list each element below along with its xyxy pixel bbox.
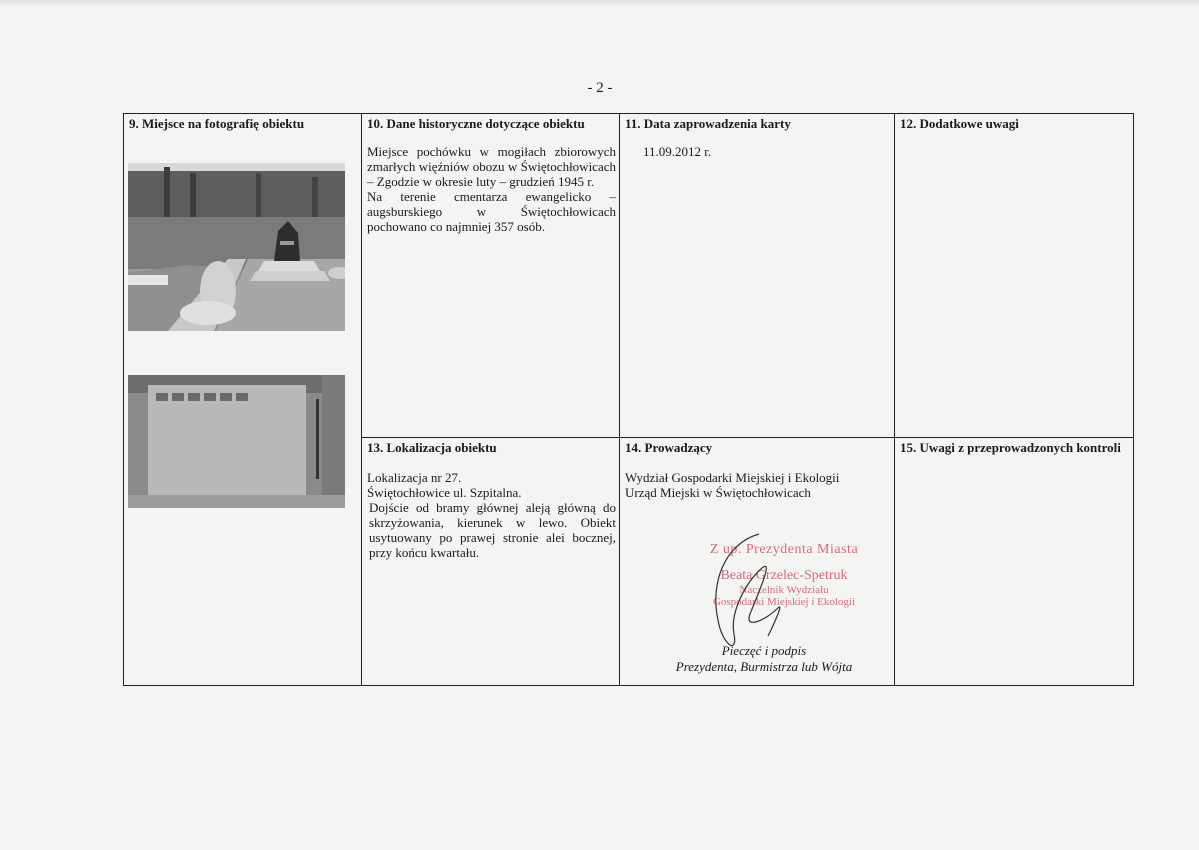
stamp-line-1: Z up. Prezydenta Miasta — [709, 542, 859, 557]
location-line-1: Lokalizacja nr 27. — [367, 470, 462, 485]
historical-text — [367, 144, 616, 234]
column-divider — [361, 114, 362, 685]
date-section — [625, 116, 890, 132]
column-divider — [619, 114, 620, 685]
signature-caption-line-2: Prezydenta, Burmistrza lub Wójta — [675, 659, 853, 674]
stamp-line-2: Beata Grzelec-Spetruk — [720, 568, 848, 583]
location-section — [367, 440, 615, 456]
location-description: Dojście od bramy głównej aleją główną do skrzyżowania, kierunek w lewo. Obiekt usytuowany po prawej stronie alei bocznej, przy końcu kwartału. — [369, 500, 616, 560]
location-line-2: Świętochłowice ul. Szpitalna. — [367, 485, 522, 500]
scan-edge — [0, 0, 1199, 6]
inspections-section — [900, 440, 1134, 456]
operator-section — [625, 440, 890, 456]
signature-caption — [654, 643, 874, 675]
operator-section-title: 14. Prowadzący — [625, 440, 713, 455]
date-value: 11.09.2012 r. — [643, 144, 712, 159]
historical-section-title: 10. Dane historyczne dotyczące obiektu — [367, 116, 585, 131]
photo-section-title: 9. Miejsce na fotografię obiektu — [129, 116, 305, 131]
location-section-title: 13. Lokalizacja obiektu — [367, 440, 497, 455]
operator-text — [625, 470, 890, 500]
date-section-title: 11. Data zaprowadzenia karty — [625, 116, 791, 131]
notes-section-title: 12. Dodatkowe uwagi — [900, 116, 1019, 131]
memorial-photo — [128, 163, 345, 331]
record-card-table — [123, 113, 1134, 686]
handwritten-signature — [704, 524, 804, 659]
stamp-line-3: Naczelnik Wydziału — [739, 584, 829, 596]
memorial-photo-image — [128, 163, 345, 331]
column-divider — [894, 114, 895, 685]
stamp-line-4: Gospodarki Miejskiej i Ekologii — [712, 596, 856, 608]
page-number: - 2 - — [587, 80, 613, 96]
inspections-section-title: 15. Uwagi z przeprowadzonych kontroli — [900, 440, 1121, 455]
plaque-wall-photo-image — [128, 375, 345, 508]
operator-line-2: Urząd Miejski w Świętochłowicach — [625, 485, 811, 500]
signature-caption-line-1: Pieczęć i podpis — [721, 643, 807, 658]
operator-line-1: Wydział Gospodarki Miejskiej i Ekologii — [625, 470, 840, 485]
historical-paragraph-1: Miejsce pochówku w mogiłach zbiorowych zmarłych więźniów obozu w Świętochłowicach – Zgodzie w okresie luty – grudzień 1945 r. — [367, 144, 616, 189]
row-divider — [361, 437, 1133, 438]
photo-section — [129, 116, 359, 132]
historical-paragraph-2: Na terenie cmentarza ewangelicko – augsburskiego w Świętochłowicach pochowano co najmniej 357 osób. — [367, 189, 616, 234]
notes-section — [900, 116, 1130, 132]
plaque-wall-photo — [128, 375, 345, 508]
historical-section — [367, 116, 615, 132]
location-text — [367, 470, 616, 560]
